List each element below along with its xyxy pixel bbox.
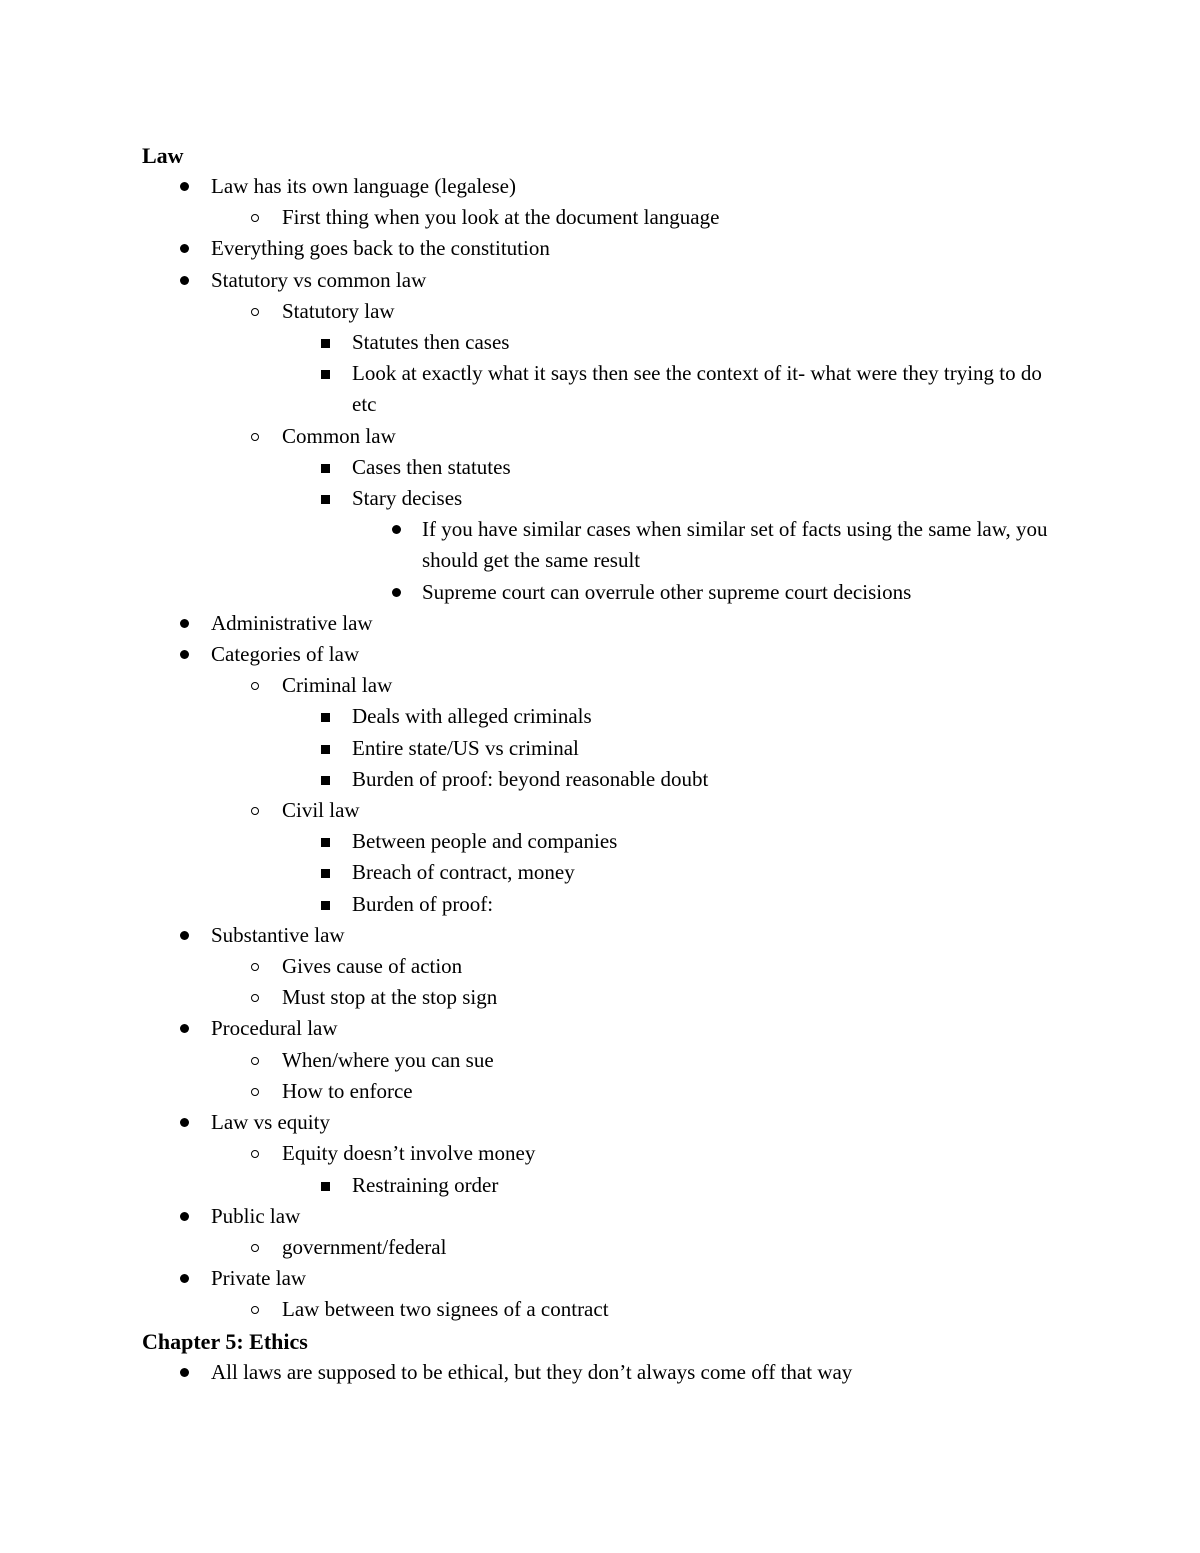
list-item [142, 1076, 1062, 1107]
filled-square-bullet-icon [321, 495, 330, 504]
list-item [142, 826, 1062, 857]
list-item [142, 1232, 1062, 1263]
list-item [142, 265, 1062, 296]
filled-square-bullet-icon [321, 1182, 330, 1191]
filled-circle-bullet-icon [180, 931, 189, 940]
hollow-circle-bullet-icon [251, 963, 259, 971]
filled-circle-bullet-icon [392, 525, 401, 534]
filled-circle-bullet-icon [180, 1274, 189, 1283]
list-item [142, 577, 1062, 608]
list-item-text: Look at exactly what it says then see the context of it- what were they trying to do etc [352, 361, 1042, 417]
list-item-text: government/federal [282, 1234, 447, 1259]
list-item-text: If you have similar cases when similar set of facts using the same law, you should get the same result [422, 517, 1048, 573]
filled-square-bullet-icon [321, 869, 330, 878]
hollow-circle-bullet-icon [251, 308, 259, 316]
list-item [142, 327, 1062, 358]
section-heading: Chapter 5: Ethics [142, 1328, 308, 1354]
list-item [142, 1263, 1062, 1294]
list-item-text: First thing when you look at the document language [282, 205, 720, 230]
list-item [142, 171, 1062, 202]
list-item-text: Statutes then cases [352, 330, 510, 355]
hollow-circle-bullet-icon [251, 1057, 259, 1065]
list-item [142, 1045, 1062, 1076]
list-item [142, 1294, 1062, 1325]
list-item [142, 639, 1062, 670]
filled-square-bullet-icon [321, 776, 330, 785]
list-item-text: All laws are supposed to be ethical, but they don’t always come off that way [211, 1359, 853, 1384]
list-item [142, 452, 1062, 483]
filled-square-bullet-icon [321, 745, 330, 754]
filled-circle-bullet-icon [180, 1212, 189, 1221]
list-item-text: Entire state/US vs criminal [352, 735, 579, 760]
filled-circle-bullet-icon [180, 244, 189, 253]
list-item-text: How to enforce [282, 1078, 413, 1103]
list-item [142, 920, 1062, 951]
filled-square-bullet-icon [321, 370, 330, 379]
list-item-text: Supreme court can overrule other supreme court decisions [422, 579, 912, 604]
list-item-text: Common law [282, 423, 396, 448]
list-item [142, 889, 1062, 920]
filled-square-bullet-icon [321, 713, 330, 722]
hollow-circle-bullet-icon [251, 994, 259, 1002]
list-item [142, 670, 1062, 701]
list-item [142, 1357, 1062, 1388]
filled-circle-bullet-icon [180, 650, 189, 659]
hollow-circle-bullet-icon [251, 214, 259, 222]
hollow-circle-bullet-icon [251, 1088, 259, 1096]
list-item [142, 733, 1062, 764]
filled-circle-bullet-icon [180, 1024, 189, 1033]
hollow-circle-bullet-icon [251, 682, 259, 690]
hollow-circle-bullet-icon [251, 1306, 259, 1314]
list-item [142, 764, 1062, 795]
filled-square-bullet-icon [321, 901, 330, 910]
list-item [142, 483, 1062, 514]
list-item-text: Statutory law [282, 298, 395, 323]
list-item-text: Categories of law [211, 642, 360, 667]
list-item [142, 951, 1062, 982]
filled-square-bullet-icon [321, 464, 330, 473]
filled-circle-bullet-icon [180, 619, 189, 628]
list-item [142, 233, 1062, 264]
list-item-text: Law has its own language (legalese) [211, 174, 516, 198]
list-item-text: Administrative law [211, 610, 373, 635]
filled-circle-bullet-icon [180, 276, 189, 285]
list-item-text: Must stop at the stop sign [282, 985, 498, 1010]
list-item [142, 421, 1062, 452]
hollow-circle-bullet-icon [251, 433, 259, 441]
list-item-text: Gives cause of action [282, 954, 463, 979]
list-item-text: Civil law [282, 798, 360, 823]
list-item-text: Private law [211, 1266, 307, 1291]
list-item-text: Law between two signees of a contract [282, 1297, 609, 1322]
list-item-text: Substantive law [211, 922, 345, 947]
filled-square-bullet-icon [321, 339, 330, 348]
list-item-text: Burden of proof: beyond reasonable doubt [352, 766, 709, 791]
filled-circle-bullet-icon [180, 1118, 189, 1127]
list-item-text: Law vs equity [211, 1110, 330, 1135]
list-item [142, 1138, 1062, 1169]
hollow-circle-bullet-icon [251, 1244, 259, 1252]
list-item [142, 1170, 1062, 1201]
filled-circle-bullet-icon [180, 1368, 189, 1377]
section-heading: Law [142, 143, 184, 168]
filled-circle-bullet-icon [392, 588, 401, 597]
list-item [142, 701, 1062, 732]
list-item-text: Equity doesn’t involve money [282, 1141, 536, 1166]
list-item-text: When/where you can sue [282, 1047, 494, 1072]
list-item [142, 1013, 1062, 1044]
list-item-text: Criminal law [282, 673, 393, 698]
list-item-text: Restraining order [352, 1172, 499, 1197]
list-item [142, 1201, 1062, 1232]
list-item-text: Statutory vs common law [211, 267, 427, 292]
filled-circle-bullet-icon [180, 182, 189, 191]
document-body [142, 140, 1062, 1388]
list-item-text: Deals with alleged criminals [352, 704, 592, 729]
list-item-text: Public law [211, 1203, 301, 1228]
list-item-text: Breach of contract, money [352, 860, 575, 885]
list-item [142, 202, 1062, 233]
list-item-text: Everything goes back to the constitution [211, 236, 550, 261]
list-item-text: Burden of proof: [352, 891, 494, 916]
list-item [142, 1107, 1062, 1138]
list-item [142, 982, 1062, 1013]
list-item-text: Cases then statutes [352, 454, 511, 479]
list-item-text: Stary decises [352, 486, 463, 511]
list-item [142, 608, 1062, 639]
list-item [142, 857, 1062, 888]
list-item [142, 358, 1062, 420]
list-item [142, 514, 1062, 576]
list-item-text: Between people and companies [352, 829, 618, 854]
filled-square-bullet-icon [321, 838, 330, 847]
list-item-text: Procedural law [211, 1016, 338, 1041]
list-item [142, 296, 1062, 327]
list-item [142, 795, 1062, 826]
hollow-circle-bullet-icon [251, 807, 259, 815]
hollow-circle-bullet-icon [251, 1150, 259, 1158]
